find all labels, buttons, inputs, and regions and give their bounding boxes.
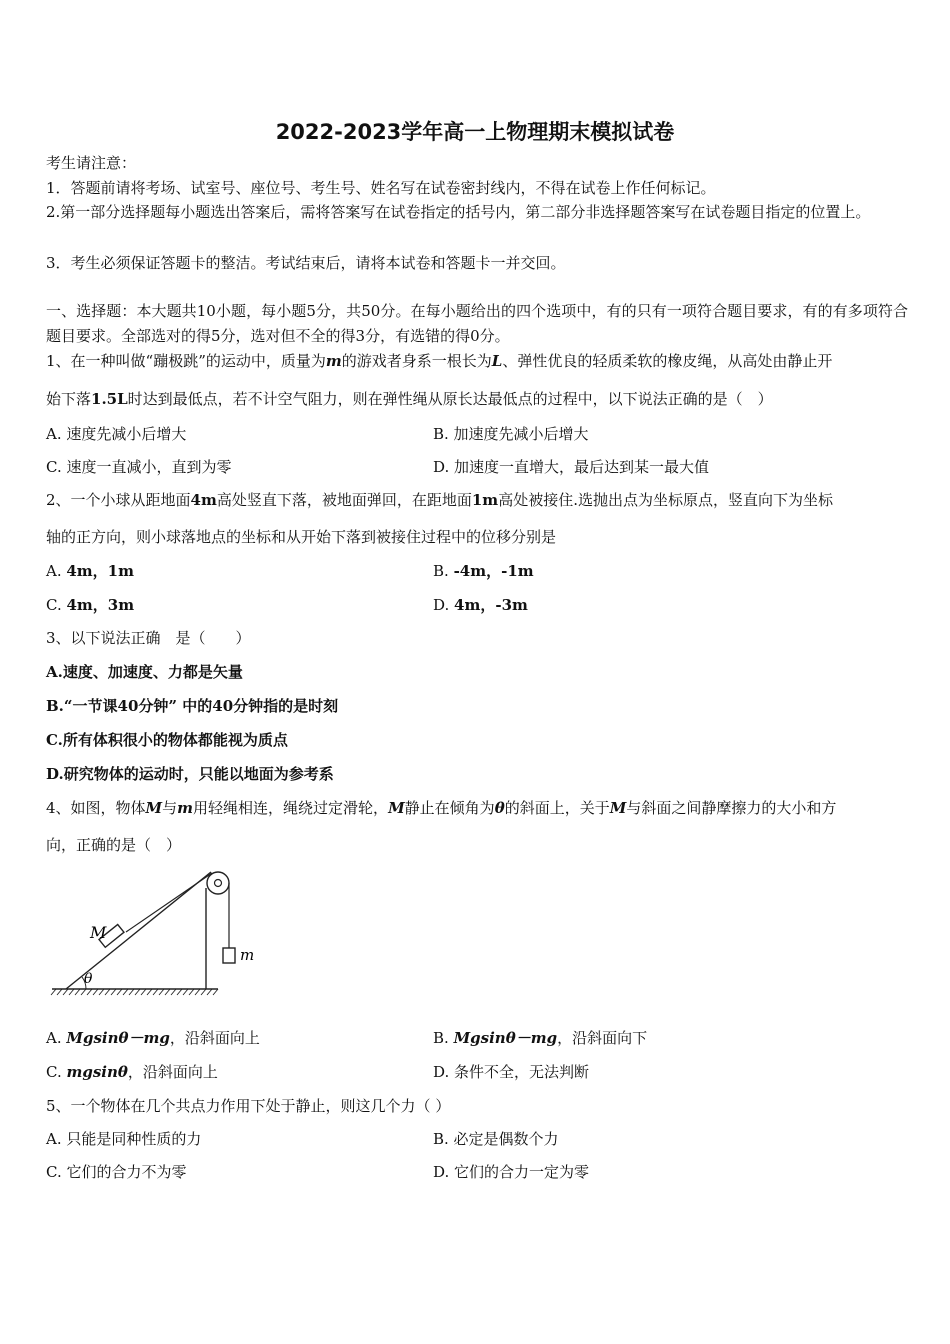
q1-option-d: D. 加速度一直增大，最后达到某一最大值 xyxy=(433,458,710,476)
q4-option-d: D. 条件不全，无法判断 xyxy=(433,1063,590,1081)
block-M-label: M xyxy=(90,923,107,942)
notice-item-3: 3．考生必须保证答题卡的整洁。考试结束后，请将本试卷和答题卡一并交回。 xyxy=(46,254,566,272)
q3-option-b: B.“一节课40分钟” 中的40分钟指的是时刻 xyxy=(46,697,339,715)
theta-label: θ xyxy=(84,971,93,987)
q5-option-c: C. 它们的合力不为零 xyxy=(46,1163,187,1181)
q2-stem-line1: 2、一个小球从距地面4m高处竖直下落，被地面弹回，在距地面1m高处被接住.选抛出点为坐标原点，竖直向下为坐标 xyxy=(46,491,833,509)
section-instructions: 一、选择题：本大题共10小题，每小题5分，共50分。在每小题给出的四个选项中，有的只有一项符合题目要求，有的有多项符合题目要求。全部选对的得5分，选对但不全的得3分，有选错的得0分。 xyxy=(46,302,908,345)
q1-option-a: A. 速度先减小后增大 xyxy=(46,425,187,443)
q1-stem-line1: 1、在一种叫做“蹦极跳”的运动中，质量为m的游戏者身系一根长为L、弹性优良的轻质柔软的橡皮绳，从高处由静止开 xyxy=(46,352,833,370)
block-m-label: m xyxy=(240,946,255,964)
q3-stem: 3、以下说法正确 是（ ） xyxy=(46,629,251,647)
q3-option-d: D.研究物体的运动时，只能以地面为参考系 xyxy=(46,765,334,783)
notice-heading: 考生请注意： xyxy=(46,154,137,172)
q3-option-a: A.速度、加速度、力都是矢量 xyxy=(46,663,243,681)
q2-option-b: B. -4m，-1m xyxy=(433,562,534,580)
q1-stem-line2: 始下落1.5L时达到最低点，若不计空气阻力，则在弹性绳从原长达最低点的过程中，以下说法正确的是（ ） xyxy=(46,390,773,408)
q5-option-b: B. 必定是偶数个力 xyxy=(433,1130,559,1148)
q1-option-c: C. 速度一直减小，直到为零 xyxy=(46,458,232,476)
notice-item-2: 2.第一部分选择题每小题选出答案后，需将答案写在试卷指定的括号内，第二部分非选择题答案写在试卷题目指定的位置上。 xyxy=(46,203,871,221)
q1-option-b: B. 加速度先减小后增大 xyxy=(433,425,589,443)
q4-option-b: B. Mgsinθ－mg，沿斜面向下 xyxy=(433,1029,648,1047)
q2-option-a: A. 4m，1m xyxy=(46,562,134,580)
q5-option-a: A. 只能是同种性质的力 xyxy=(46,1130,202,1148)
notice-item-1: 1．答题前请将考场、试室号、座位号、考生号、姓名写在试卷密封线内，不得在试卷上作任何标记。 xyxy=(46,179,716,197)
q4-option-a: A. Mgsinθ－mg，沿斜面向上 xyxy=(46,1029,260,1047)
page-title: 2022-2023学年高一上物理期末模拟试卷 xyxy=(275,120,675,144)
q4-option-c: C. mgsinθ，沿斜面向上 xyxy=(46,1063,218,1081)
q5-option-d: D. 它们的合力一定为零 xyxy=(433,1163,590,1181)
q3-option-c: C.所有体积很小的物体都能视为质点 xyxy=(46,731,288,749)
incline-pulley-figure xyxy=(46,860,276,1005)
q4-stem-line2: 向，正确的是（ ） xyxy=(46,836,182,854)
q4-stem-line1: 4、如图，物体M与m用轻绳相连，绳绕过定滑轮，M静止在倾角为θ的斜面上，关于M与斜面之间静摩擦力的大小和方 xyxy=(46,799,837,817)
q2-option-d: D. 4m，-3m xyxy=(433,596,528,614)
q5-stem: 5、一个物体在几个共点力作用下处于静止，则这几个力（ ） xyxy=(46,1097,451,1115)
q2-option-c: C. 4m，3m xyxy=(46,596,135,614)
q2-stem-line2: 轴的正方向，则小球落地点的坐标和从开始下落到被接住过程中的位移分别是 xyxy=(46,528,557,546)
